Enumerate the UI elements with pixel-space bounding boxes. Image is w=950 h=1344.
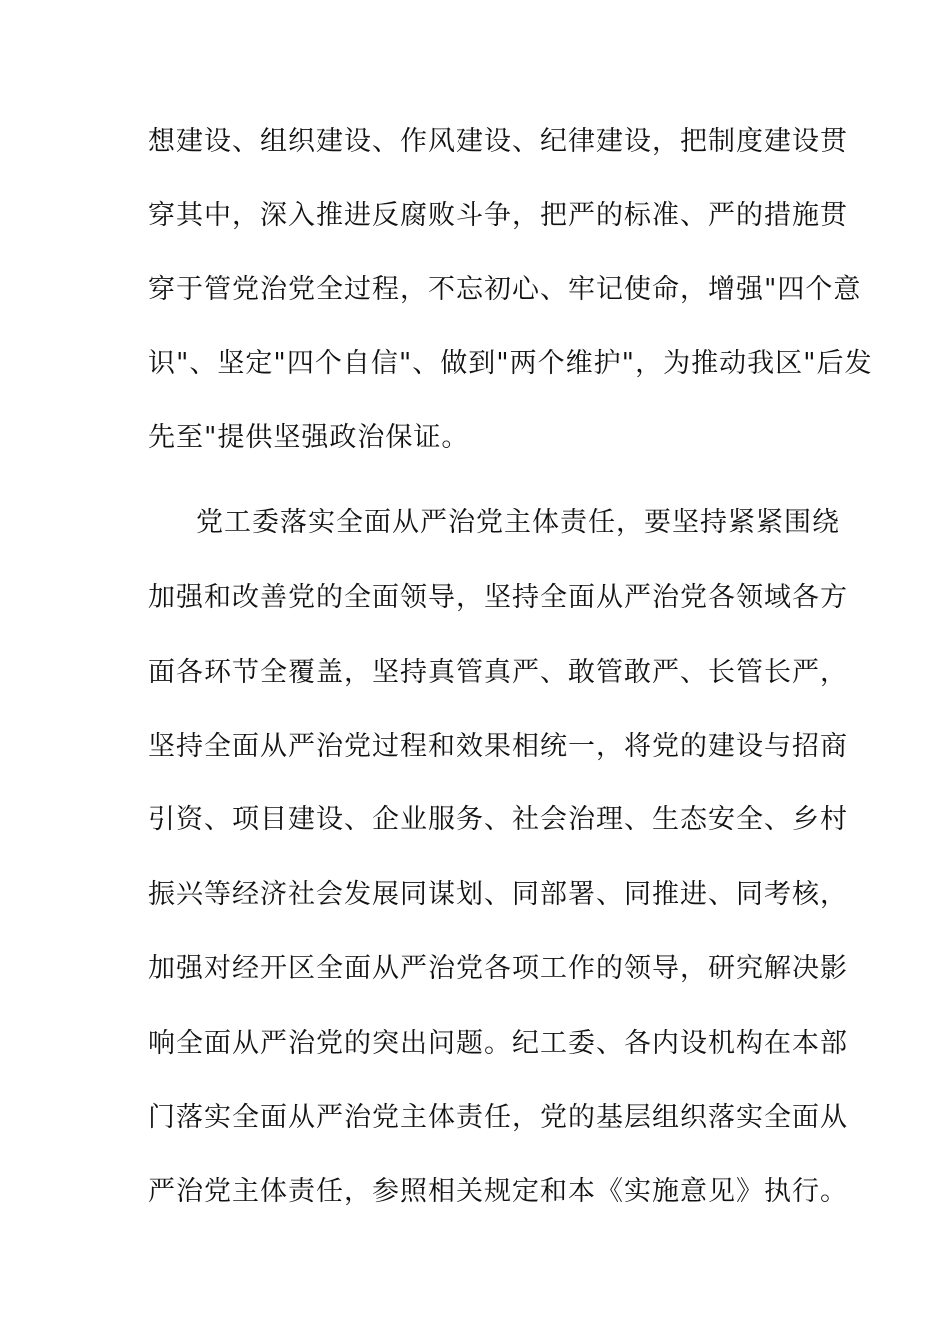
paragraph-1-line-1: 想建设、组织建设、作风建设、纪律建设，把制度建设贯	[148, 126, 848, 157]
paragraph-2-line-8: 响全面从严治党的突出问题。纪工委、各内设机构在本部	[148, 1028, 848, 1059]
paragraph-2-line-6: 振兴等经济社会发展同谋划、同部署、同推进、同考核，	[148, 879, 848, 910]
paragraph-2-line-5: 引资、项目建设、企业服务、社会治理、生态安全、乡村	[148, 804, 848, 835]
paragraph-2-line-10: 严治党主体责任，参照相关规定和本《实施意见》执行。	[148, 1176, 848, 1207]
paragraph-2-line-1: 党工委落实全面从严治党主体责任，要坚持紧紧围绕	[196, 507, 840, 538]
paragraph-1-line-2: 穿其中，深入推进反腐败斗争，把严的标准、严的措施贯	[148, 200, 848, 231]
paragraph-1-line-4: 识"、坚定"四个自信"、做到"两个维护"，为推动我区"后发	[148, 348, 873, 379]
paragraph-2-line-7: 加强对经开区全面从严治党各项工作的领导，研究解决影	[148, 953, 848, 984]
paragraph-2-line-3: 面各环节全覆盖，坚持真管真严、敢管敢严、长管长严，	[148, 657, 848, 688]
paragraph-2-line-4: 坚持全面从严治党过程和效果相统一，将党的建设与招商	[148, 731, 848, 762]
paragraph-1-line-3: 穿于管党治党全过程，不忘初心、牢记使命，增强"四个意	[148, 274, 862, 305]
paragraph-1-line-5: 先至"提供坚强政治保证。	[148, 422, 470, 453]
paragraph-2-line-2: 加强和改善党的全面领导，坚持全面从严治党各领域各方	[148, 582, 848, 613]
paragraph-2-line-9: 门落实全面从严治党主体责任，党的基层组织落实全面从	[148, 1102, 848, 1133]
